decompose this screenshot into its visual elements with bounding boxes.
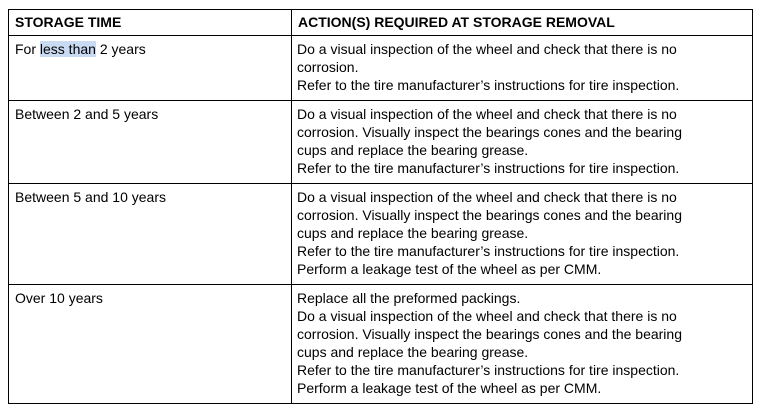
actions-cell[interactable] [292,36,753,101]
storage-time-cell[interactable]: Between 2 and 5 years [9,101,292,184]
action-line: cups and replace the bearing grease. [297,225,529,241]
storage-time-cell[interactable]: Over 10 years [9,285,292,404]
actions-cell[interactable] [292,285,753,404]
storage-time-suffix: 2 years [95,41,146,57]
storage-time-cell[interactable]: Between 5 and 10 years [9,184,292,285]
selected-text-highlight[interactable]: less than [39,41,96,57]
action-line: Replace all the preformed packings. [297,290,521,306]
action-line: cups and replace the bearing grease. [297,344,529,360]
action-line: Refer to the tire manufacturer’s instructions for tire inspection. [297,77,680,93]
action-line: corrosion. Visually inspect the bearings cones and the bearing [297,124,682,140]
header-actions-required: ACTION(S) REQUIRED AT STORAGE REMOVAL [292,10,753,36]
actions-cell[interactable] [292,184,753,285]
table-row [9,285,753,404]
action-line: corrosion. Visually inspect the bearings cones and the bearing [297,207,682,223]
actions-cell[interactable] [292,101,753,184]
action-line: Do a visual inspection of the wheel and check that there is no [297,41,677,57]
table-row [9,101,753,184]
action-line: Refer to the tire manufacturer’s instructions for tire inspection. [297,362,680,378]
action-line: Do a visual inspection of the wheel and check that there is no [297,308,677,324]
storage-time-cell[interactable] [9,36,292,101]
header-storage-time: STORAGE TIME [9,10,292,36]
action-line: Perform a leakage test of the wheel as per CMM. [297,380,602,396]
action-line: Do a visual inspection of the wheel and check that there is no [297,189,677,205]
action-line: Refer to the tire manufacturer’s instructions for tire inspection. [297,243,680,259]
action-line: corrosion. Visually inspect the bearings cones and the bearing [297,326,682,342]
action-line: Perform a leakage test of the wheel as per CMM. [297,261,602,277]
action-line: corrosion. [297,59,359,75]
table-row [9,184,753,285]
storage-time-prefix: For [15,41,40,57]
action-line: Do a visual inspection of the wheel and check that there is no [297,106,677,122]
action-line: Refer to the tire manufacturer’s instructions for tire inspection. [297,160,680,176]
table-row [9,36,753,101]
storage-table-container [8,9,753,404]
action-line: cups and replace the bearing grease. [297,142,529,158]
storage-removal-table [8,9,753,404]
table-header-row [9,10,753,36]
